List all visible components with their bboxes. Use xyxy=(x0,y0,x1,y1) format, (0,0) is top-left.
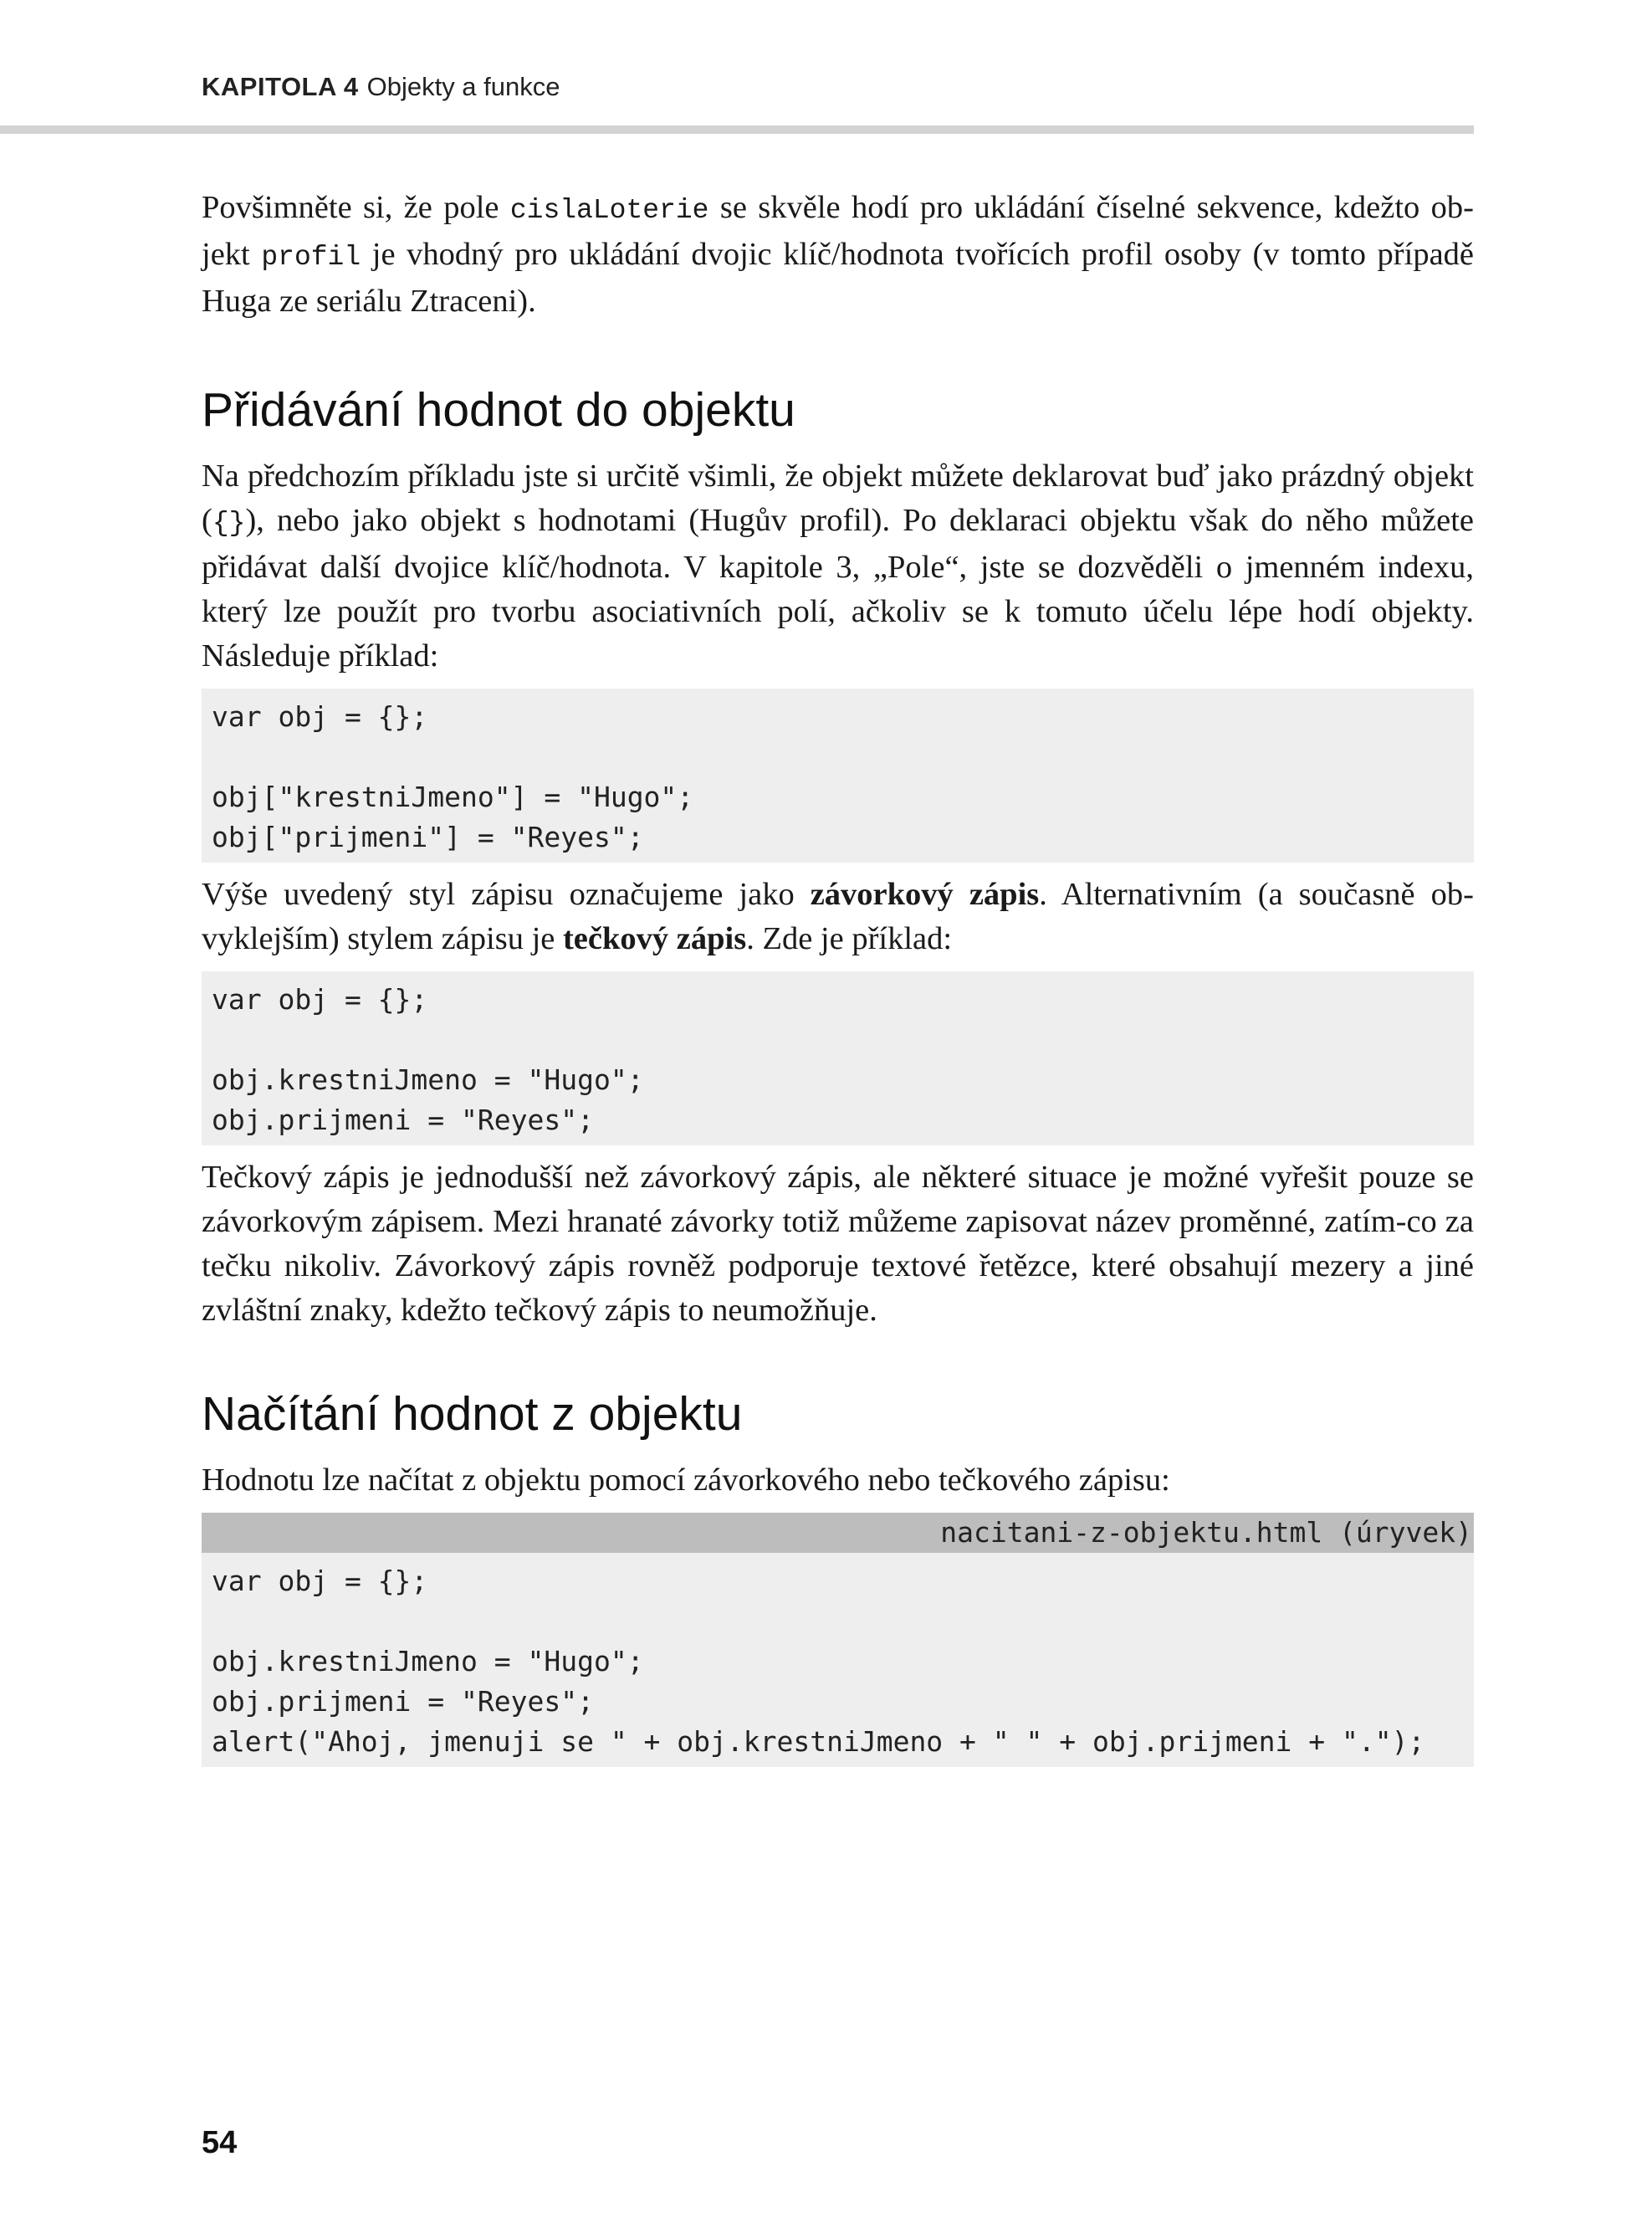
inline-code-empty-object: {} xyxy=(212,508,246,539)
page-number: 54 xyxy=(202,2125,238,2160)
code-block-bracket-notation xyxy=(202,689,1474,863)
code-block-reading-values xyxy=(202,1513,1474,1767)
running-header xyxy=(202,72,560,102)
chapter-title: Objekty a funkce xyxy=(366,72,560,101)
section-heading-adding-values: Přidávání hodnot do objektu xyxy=(202,383,795,437)
adding-values-paragraph xyxy=(202,454,1474,679)
term-bracket-notation: závorkový zápis xyxy=(810,877,1040,912)
chapter-number: KAPITOLA 4 xyxy=(202,72,359,101)
inline-code-cislaloterie: cislaLoterie xyxy=(509,195,709,226)
intro-paragraph xyxy=(202,186,1474,324)
comparison-paragraph: Tečkový zápis je jednodušší než závorkový zápis, ale některé situace je možné vyřešit pouze se závorkovým zápisem. Mezi hranaté závorky totiž můžeme zapisovat název proměnné, zatím-co za tečku nikoliv. Závorkový zápis rovněž podporuje textové řetězce, které obsahují mezery a jiné zvláštní znaky, kdežto tečkový zápis to neumožňuje. xyxy=(202,1160,1474,1328)
intro-text-1: Povšimněte si, že pole xyxy=(202,190,510,225)
header-rule xyxy=(0,125,1474,134)
adding-text-1: Na předchozím příkladu jste si určitě všimli, že objekt můžete deklarovat buď jako prázdný objekt ( xyxy=(202,458,1474,538)
intro-text-3: je vhodný pro ukládání dvojic klíč/hodnota tvořících profil osoby (v tomto případě Huga ze seriálu Ztraceni). xyxy=(202,237,1475,319)
notation-paragraph xyxy=(202,873,1474,961)
code-block-dot-notation xyxy=(202,971,1474,1145)
adding-text-2: ), nebo jako objekt s hodnotami (Hugův profil). Po deklaraci objektu však do něho můžete přidávat další dvojice klíč/hodnota. V kapitole 3, „Pole“, jste se dozvěděli o jmenném indexu, který lze použít pro tvorbu asociativních polí, ačkoliv se k tomuto účelu lépe hodí objekty. Následuje příklad: xyxy=(202,503,1474,674)
code-file-caption: nacitani-z-objektu.html (úryvek) xyxy=(202,1513,1474,1553)
code-listing: var obj = {}; obj.krestniJmeno = "Hugo"; obj.prijmeni = "Reyes"; alert("Ahoj, jmenuji se " + obj.krestniJmeno + " " + obj.prijmeni + "."); xyxy=(212,1565,1425,1758)
section-heading-reading-values: Načítání hodnot z objektu xyxy=(202,1387,743,1441)
term-dot-notation: tečkový zápis xyxy=(562,921,747,956)
notation-text-2: . Alternativním (a současně ob-vyklejším) stylem zápisu je xyxy=(202,877,1474,956)
notation-text-1: Výše uvedený styl zápisu označujeme jako xyxy=(202,877,811,912)
inline-code-profil: profil xyxy=(261,242,361,273)
code-listing: var obj = {}; obj.krestniJmeno = "Hugo"; obj.prijmeni = "Reyes"; xyxy=(212,983,644,1136)
page-content xyxy=(202,186,1474,1777)
notation-text-3: . Zde je příklad: xyxy=(746,921,953,956)
code-listing: var obj = {}; obj["krestniJmeno"] = "Hugo"; obj["prijmeni"] = "Reyes"; xyxy=(212,700,694,853)
intro-text-2: se skvěle hodí pro ukládání číselné sekvence, kdežto ob-jekt xyxy=(202,190,1474,272)
reading-values-paragraph: Hodnotu lze načítat z objektu pomocí závorkového nebo tečkového zápisu: xyxy=(202,1462,1170,1498)
